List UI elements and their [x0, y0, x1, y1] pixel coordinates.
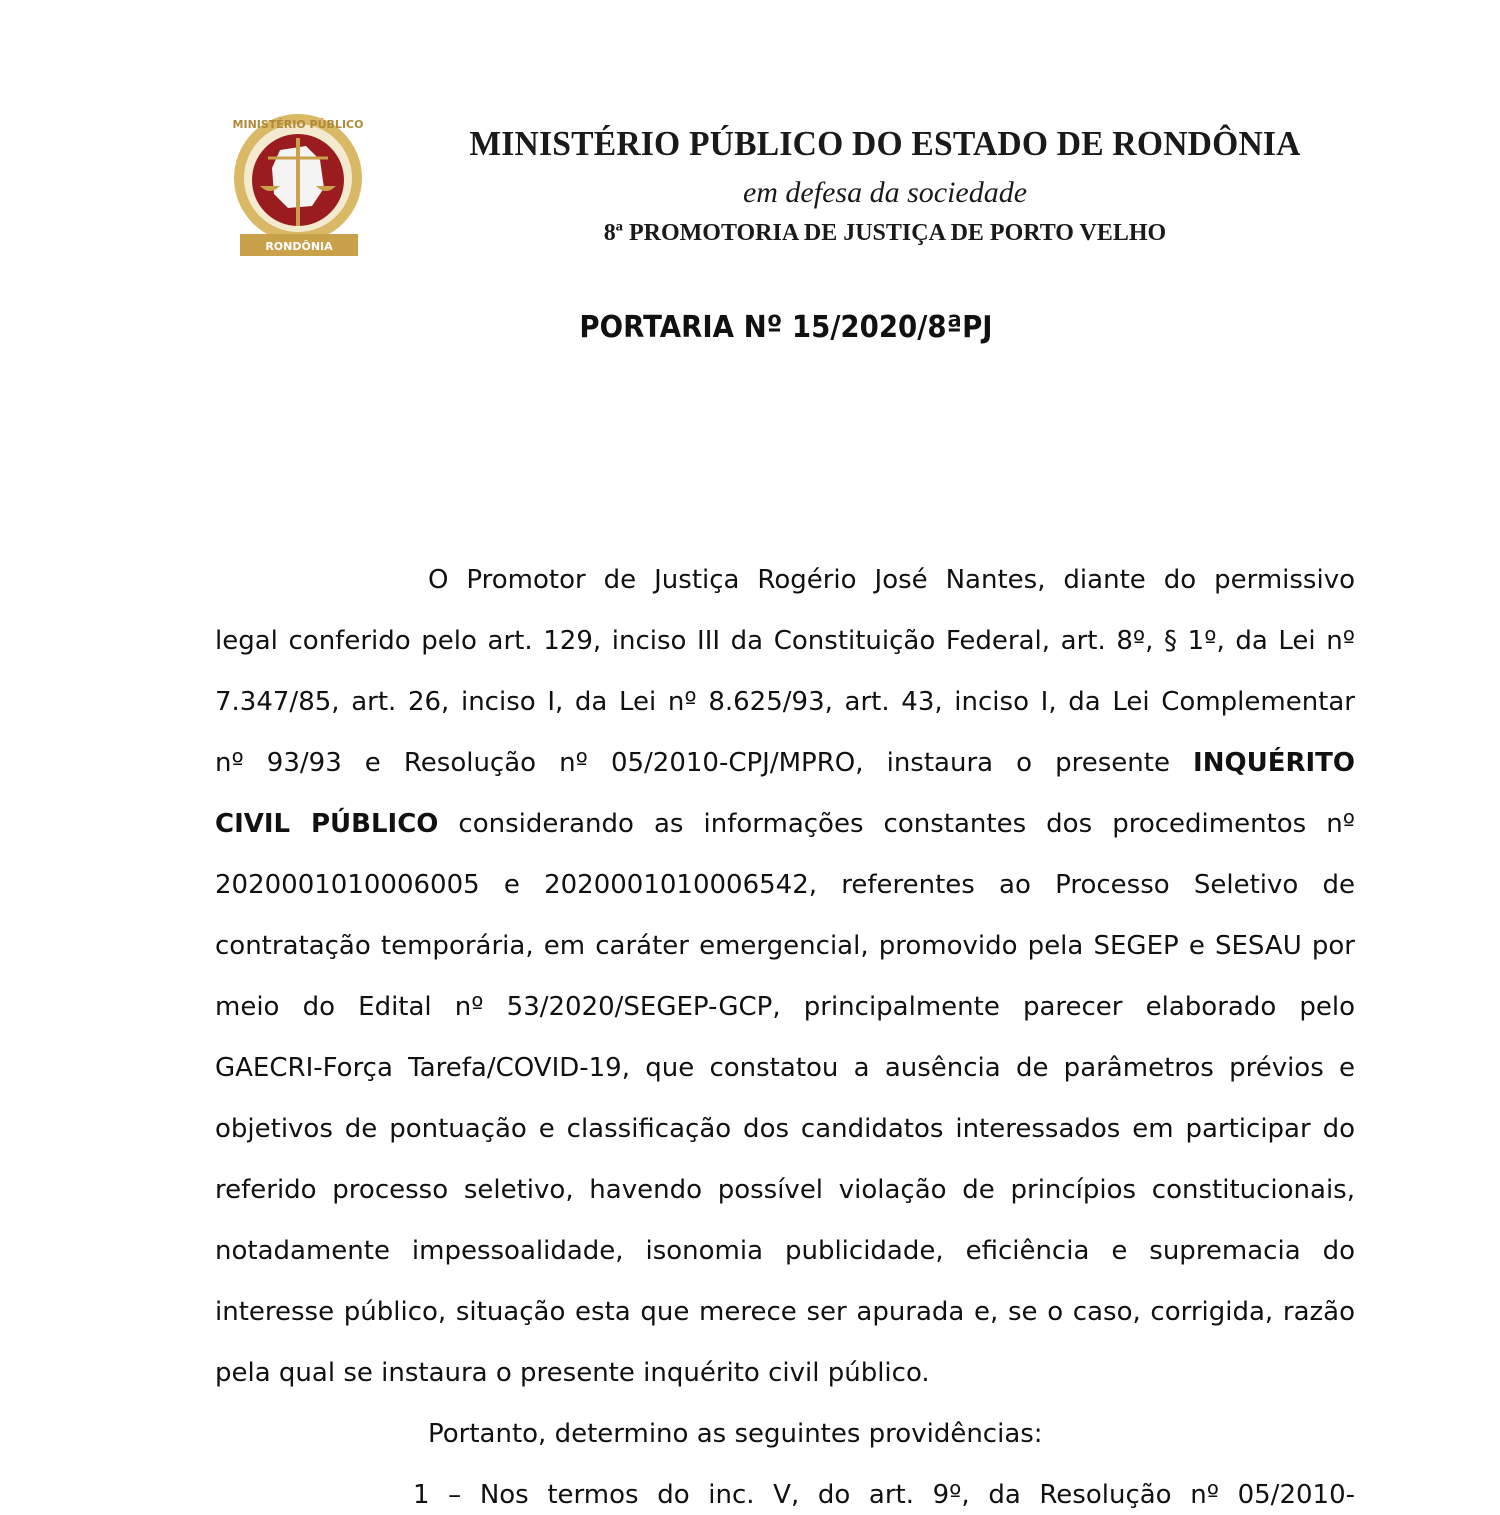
- body-line: notadamente impessoalidade, isonomia publicidade, eficiência e supremacia do: [215, 1236, 1355, 1266]
- institution-motto: em defesa da sociedade: [742, 176, 1028, 209]
- body-paragraph-2: Portanto, determino as seguintes providências:: [428, 1419, 1043, 1449]
- body-line: GAECRI-Força Tarefa/COVID-19, que constatou a ausência de parâmetros prévios e: [215, 1053, 1355, 1083]
- list-item-1: 1 – Nos termos do inc. V, do art. 9º, da Resolução nº 05/2010-: [413, 1480, 1355, 1510]
- body-bold-text: INQUÉRITO: [1193, 748, 1355, 778]
- body-line: O Promotor de Justiça Rogério José Nantes, diante do permissivo: [428, 565, 1355, 595]
- body-line: interesse público, situação esta que merece ser apurada e, se o caso, corrigida, razão: [215, 1297, 1355, 1327]
- institution-name: MINISTÉRIO PÚBLICO DO ESTADO DE RONDÔNIA: [469, 124, 1301, 163]
- document-title: PORTARIA Nº 15/2020/8ªPJ: [579, 310, 993, 345]
- body-line: [215, 804, 1355, 844]
- body-line: pela qual se instaura o presente inquérito civil público.: [215, 1358, 930, 1388]
- body-line: [215, 743, 1355, 783]
- body-line: 2020001010006005 e 2020001010006542, referentes ao Processo Seletivo de: [215, 870, 1355, 900]
- body-text: nº 93/93 e Resolução nº 05/2010-CPJ/MPRO, instaura o presente: [215, 748, 1194, 778]
- svg-text:RONDÔNIA: RONDÔNIA: [265, 240, 333, 253]
- body-line: referido processo seletivo, havendo possível violação de princípios constitucionais,: [215, 1175, 1355, 1205]
- body-line: legal conferido pelo art. 129, inciso III da Constituição Federal, art. 8º, § 1º, da Lei nº: [215, 626, 1355, 656]
- mp-rondonia-seal-logo: [228, 108, 370, 263]
- body-line: objetivos de pontuação e classificação dos candidatos interessados em participar do: [215, 1114, 1355, 1144]
- office-name: 8ª PROMOTORIA DE JUSTIÇA DE PORTO VELHO: [603, 220, 1167, 246]
- body-text: considerando as informações constantes dos procedimentos nº: [438, 809, 1355, 839]
- body-bold-text: CIVIL PÚBLICO: [215, 809, 439, 839]
- body-line: meio do Edital nº 53/2020/SEGEP-GCP, principalmente parecer elaborado pelo: [215, 992, 1355, 1022]
- body-line: contratação temporária, em caráter emergencial, promovido pela SEGEP e SESAU por: [215, 931, 1355, 961]
- body-line: 7.347/85, art. 26, inciso I, da Lei nº 8.625/93, art. 43, inciso I, da Lei Complementar: [215, 687, 1355, 717]
- svg-text:MINISTÉRIO PÚBLICO: MINISTÉRIO PÚBLICO: [232, 118, 364, 131]
